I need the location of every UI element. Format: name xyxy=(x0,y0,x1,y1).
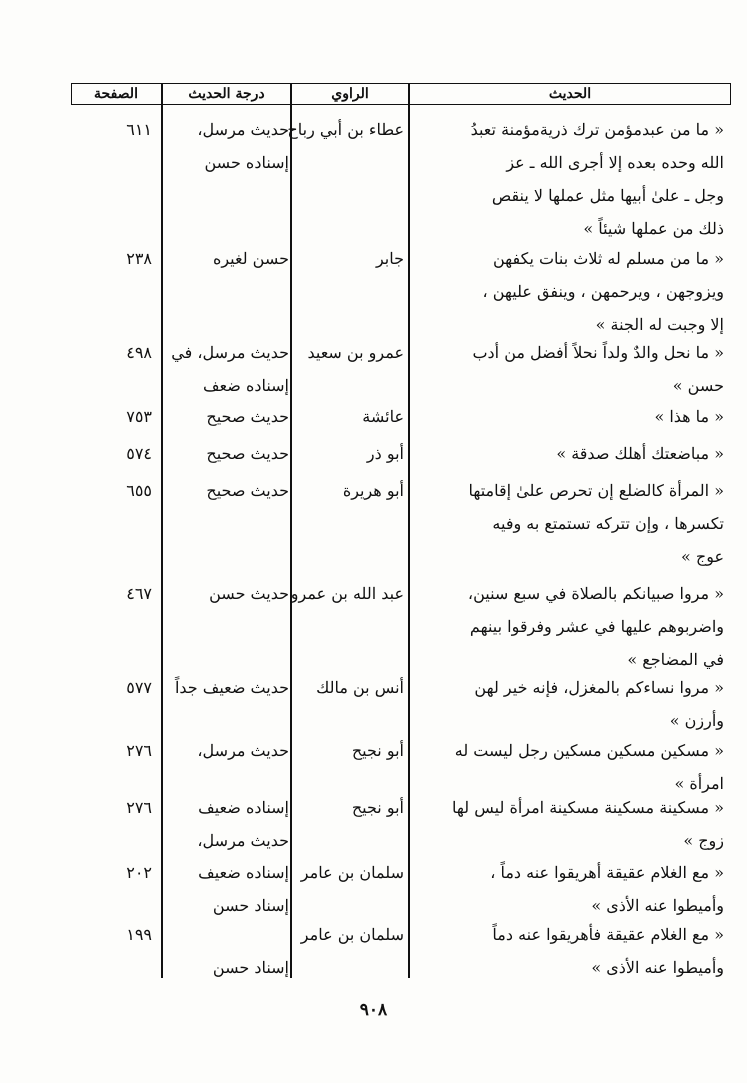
page-ref-number: ٤٦٧ xyxy=(126,584,152,603)
hadith-text xyxy=(409,671,724,737)
hadith-text xyxy=(409,113,724,245)
hadith-line: في المضاجع » xyxy=(627,650,724,669)
hadith-text xyxy=(409,400,724,433)
hadith-text xyxy=(409,856,724,922)
grade-line: حديث مرسل، xyxy=(197,741,289,760)
narrator-name: سلمان بن عامر xyxy=(300,863,404,882)
page-ref-number: ١٩٩ xyxy=(126,925,152,944)
hadith-line: وأميطوا عنه الأذى » xyxy=(591,958,724,977)
grade-line: حديث صحيح xyxy=(206,444,289,463)
hadith-line: « مع الغلام عقيقة فأهريقوا عنه دماً xyxy=(492,925,724,944)
grade-line: إسناد حسن xyxy=(212,958,289,977)
hadith-text xyxy=(409,242,724,341)
narrator xyxy=(292,474,404,507)
hadith-line: ذلك من عملها شيئاً » xyxy=(583,219,724,238)
narrator xyxy=(292,336,404,369)
narrator-name: عمرو بن سعيد xyxy=(307,343,404,362)
grade-line: حديث صحيح xyxy=(206,481,289,500)
page-ref-number: ٢٧٦ xyxy=(126,798,152,817)
hadith-line: « مسكينة مسكينة مسكينة امرأة ليس لها xyxy=(452,798,724,817)
grade-line xyxy=(163,918,289,951)
hadith-text xyxy=(409,336,724,402)
page-ref xyxy=(80,437,152,470)
page-ref xyxy=(80,400,152,433)
hadith-grade xyxy=(163,671,289,704)
grade-line: حديث مرسل، xyxy=(197,120,289,139)
grade-line: إسناده حسن xyxy=(204,153,289,172)
grade-line: حديث مرسل، xyxy=(197,831,289,850)
narrator-name: أبو ذر xyxy=(366,444,404,463)
hadith-line: « المرأة كالضلع إن تحرص علىٰ إقامتها xyxy=(468,481,724,500)
hadith-line: « ما من عبدمؤمن ترك ذريةمؤمنة تعبدُ xyxy=(470,120,724,139)
hadith-grade xyxy=(163,474,289,507)
narrator xyxy=(292,856,404,889)
page-ref-number: ٦٥٥ xyxy=(126,481,152,500)
hadith-grade xyxy=(163,734,289,767)
hadith-line: وأميطوا عنه الأذى » xyxy=(591,896,724,915)
grade-line: حديث مرسل، في xyxy=(171,343,289,362)
narrator-name: عبد الله بن عمرو xyxy=(290,584,404,603)
narrator-name: أبو هريرة xyxy=(342,481,404,500)
grade-line: حديث ضعيف جداً xyxy=(174,678,289,697)
hadith-line: وأرزن » xyxy=(669,711,724,730)
hadith-grade xyxy=(163,577,289,610)
page-number: ٩٠٨ xyxy=(359,1000,388,1020)
page-ref-number: ٢٣٨ xyxy=(126,249,152,268)
hadith-line: عوج » xyxy=(680,547,724,566)
hadith-line: « مروا صبيانكم بالصلاة في سبع سنين، xyxy=(467,584,724,603)
hadith-grade xyxy=(163,336,289,402)
hadith-line: إلا وجبت له الجنة » xyxy=(595,315,724,334)
column-divider xyxy=(290,83,292,978)
narrator xyxy=(292,734,404,767)
page-ref xyxy=(80,918,152,951)
hadith-text xyxy=(409,791,724,857)
page-ref-number: ٢٠٢ xyxy=(126,863,152,882)
narrator xyxy=(292,400,404,433)
page-ref-number: ٤٩٨ xyxy=(126,343,152,362)
narrator xyxy=(292,577,404,610)
grade-line: إسناده ضعيف xyxy=(198,863,289,882)
hadith-line: واضربوهم عليها في عشر وفرقوا بينهم xyxy=(469,617,724,636)
narrator-name: عطاء بن أبي رباح xyxy=(287,120,404,139)
hadith-line: تكسرها ، وإن تتركه تستمتع به وفيه xyxy=(492,514,724,533)
narrator xyxy=(287,113,404,146)
grade-line: حديث صحيح xyxy=(206,407,289,426)
narrator xyxy=(292,791,404,824)
hadith-line: « مع الغلام عقيقة أهريقوا عنه دماً ، xyxy=(490,863,724,882)
hadith-line: وجل ـ علىٰ أبيها مثل عملها لا ينقص xyxy=(491,186,724,205)
page-ref xyxy=(80,734,152,767)
grade-line: إسناده ضعف xyxy=(202,376,289,395)
narrator xyxy=(292,242,404,275)
page-ref xyxy=(80,113,152,146)
hadith-text xyxy=(409,918,724,984)
hadith-grade xyxy=(163,113,289,179)
grade-line: إسناده ضعيف xyxy=(198,798,289,817)
page-ref xyxy=(80,474,152,507)
narrator-name: سلمان بن عامر xyxy=(300,925,404,944)
page-ref-number: ٥٧٧ xyxy=(126,678,152,697)
hadith-grade xyxy=(163,791,289,857)
hadith-line: ويزوجهن ، ويرحمهن ، وينفق عليهن ، xyxy=(482,282,724,301)
header-page: الصفحة xyxy=(94,86,138,102)
narrator-name: جابر xyxy=(375,249,404,268)
hadith-grade xyxy=(163,242,289,275)
grade-line: حديث حسن xyxy=(209,584,289,603)
page-ref-number: ٢٧٦ xyxy=(126,741,152,760)
page-ref xyxy=(80,577,152,610)
hadith-grade xyxy=(163,856,289,922)
hadith-line: « ما هذا » xyxy=(654,407,724,426)
hadith-line: زوج » xyxy=(683,831,724,850)
narrator-name: أنس بن مالك xyxy=(316,678,404,697)
hadith-line: « مروا نساءكم بالمغزل، فإنه خير لهن xyxy=(474,678,724,697)
grade-line: إسناد حسن xyxy=(212,896,289,915)
hadith-line: « مباضعتك أهلك صدقة » xyxy=(556,444,724,463)
header-narrator: الراوي xyxy=(331,86,369,102)
page-ref xyxy=(80,242,152,275)
narrator xyxy=(292,671,404,704)
hadith-grade xyxy=(163,437,289,470)
narrator-name: عائشة xyxy=(362,407,404,426)
header-hadith: الحديث xyxy=(548,86,592,102)
page-ref-number: ٥٧٤ xyxy=(126,444,152,463)
hadith-line: « مسكين مسكين مسكين رجل ليست له xyxy=(454,741,724,760)
hadith-line: حسن » xyxy=(672,376,724,395)
hadith-text xyxy=(409,437,724,470)
narrator-name: أبو نجيح xyxy=(351,798,404,817)
page-ref xyxy=(80,791,152,824)
page-ref xyxy=(80,671,152,704)
page-ref-number: ٧٥٣ xyxy=(126,407,152,426)
hadith-text xyxy=(409,474,724,573)
hadith-line: « ما نحل والدٌ ولداً نحلاً أفضل من أدب xyxy=(472,343,724,362)
hadith-line: « ما من مسلم له ثلاث بنات يكفهن xyxy=(492,249,724,268)
hadith-grade xyxy=(163,918,289,984)
page-ref-number: ٦١١ xyxy=(126,120,152,139)
page-ref xyxy=(80,336,152,369)
grade-line: حسن لغيره xyxy=(212,249,289,268)
hadith-grade xyxy=(163,400,289,433)
header-grade: درجة الحديث xyxy=(188,86,265,102)
hadith-line: الله وحده بعده إلا أجرى الله ـ عز xyxy=(506,153,724,172)
hadith-line: امرأة » xyxy=(674,774,724,793)
page-ref xyxy=(80,856,152,889)
narrator-name: أبو نجيح xyxy=(351,741,404,760)
hadith-text xyxy=(409,577,724,676)
narrator xyxy=(292,918,404,951)
narrator xyxy=(292,437,404,470)
